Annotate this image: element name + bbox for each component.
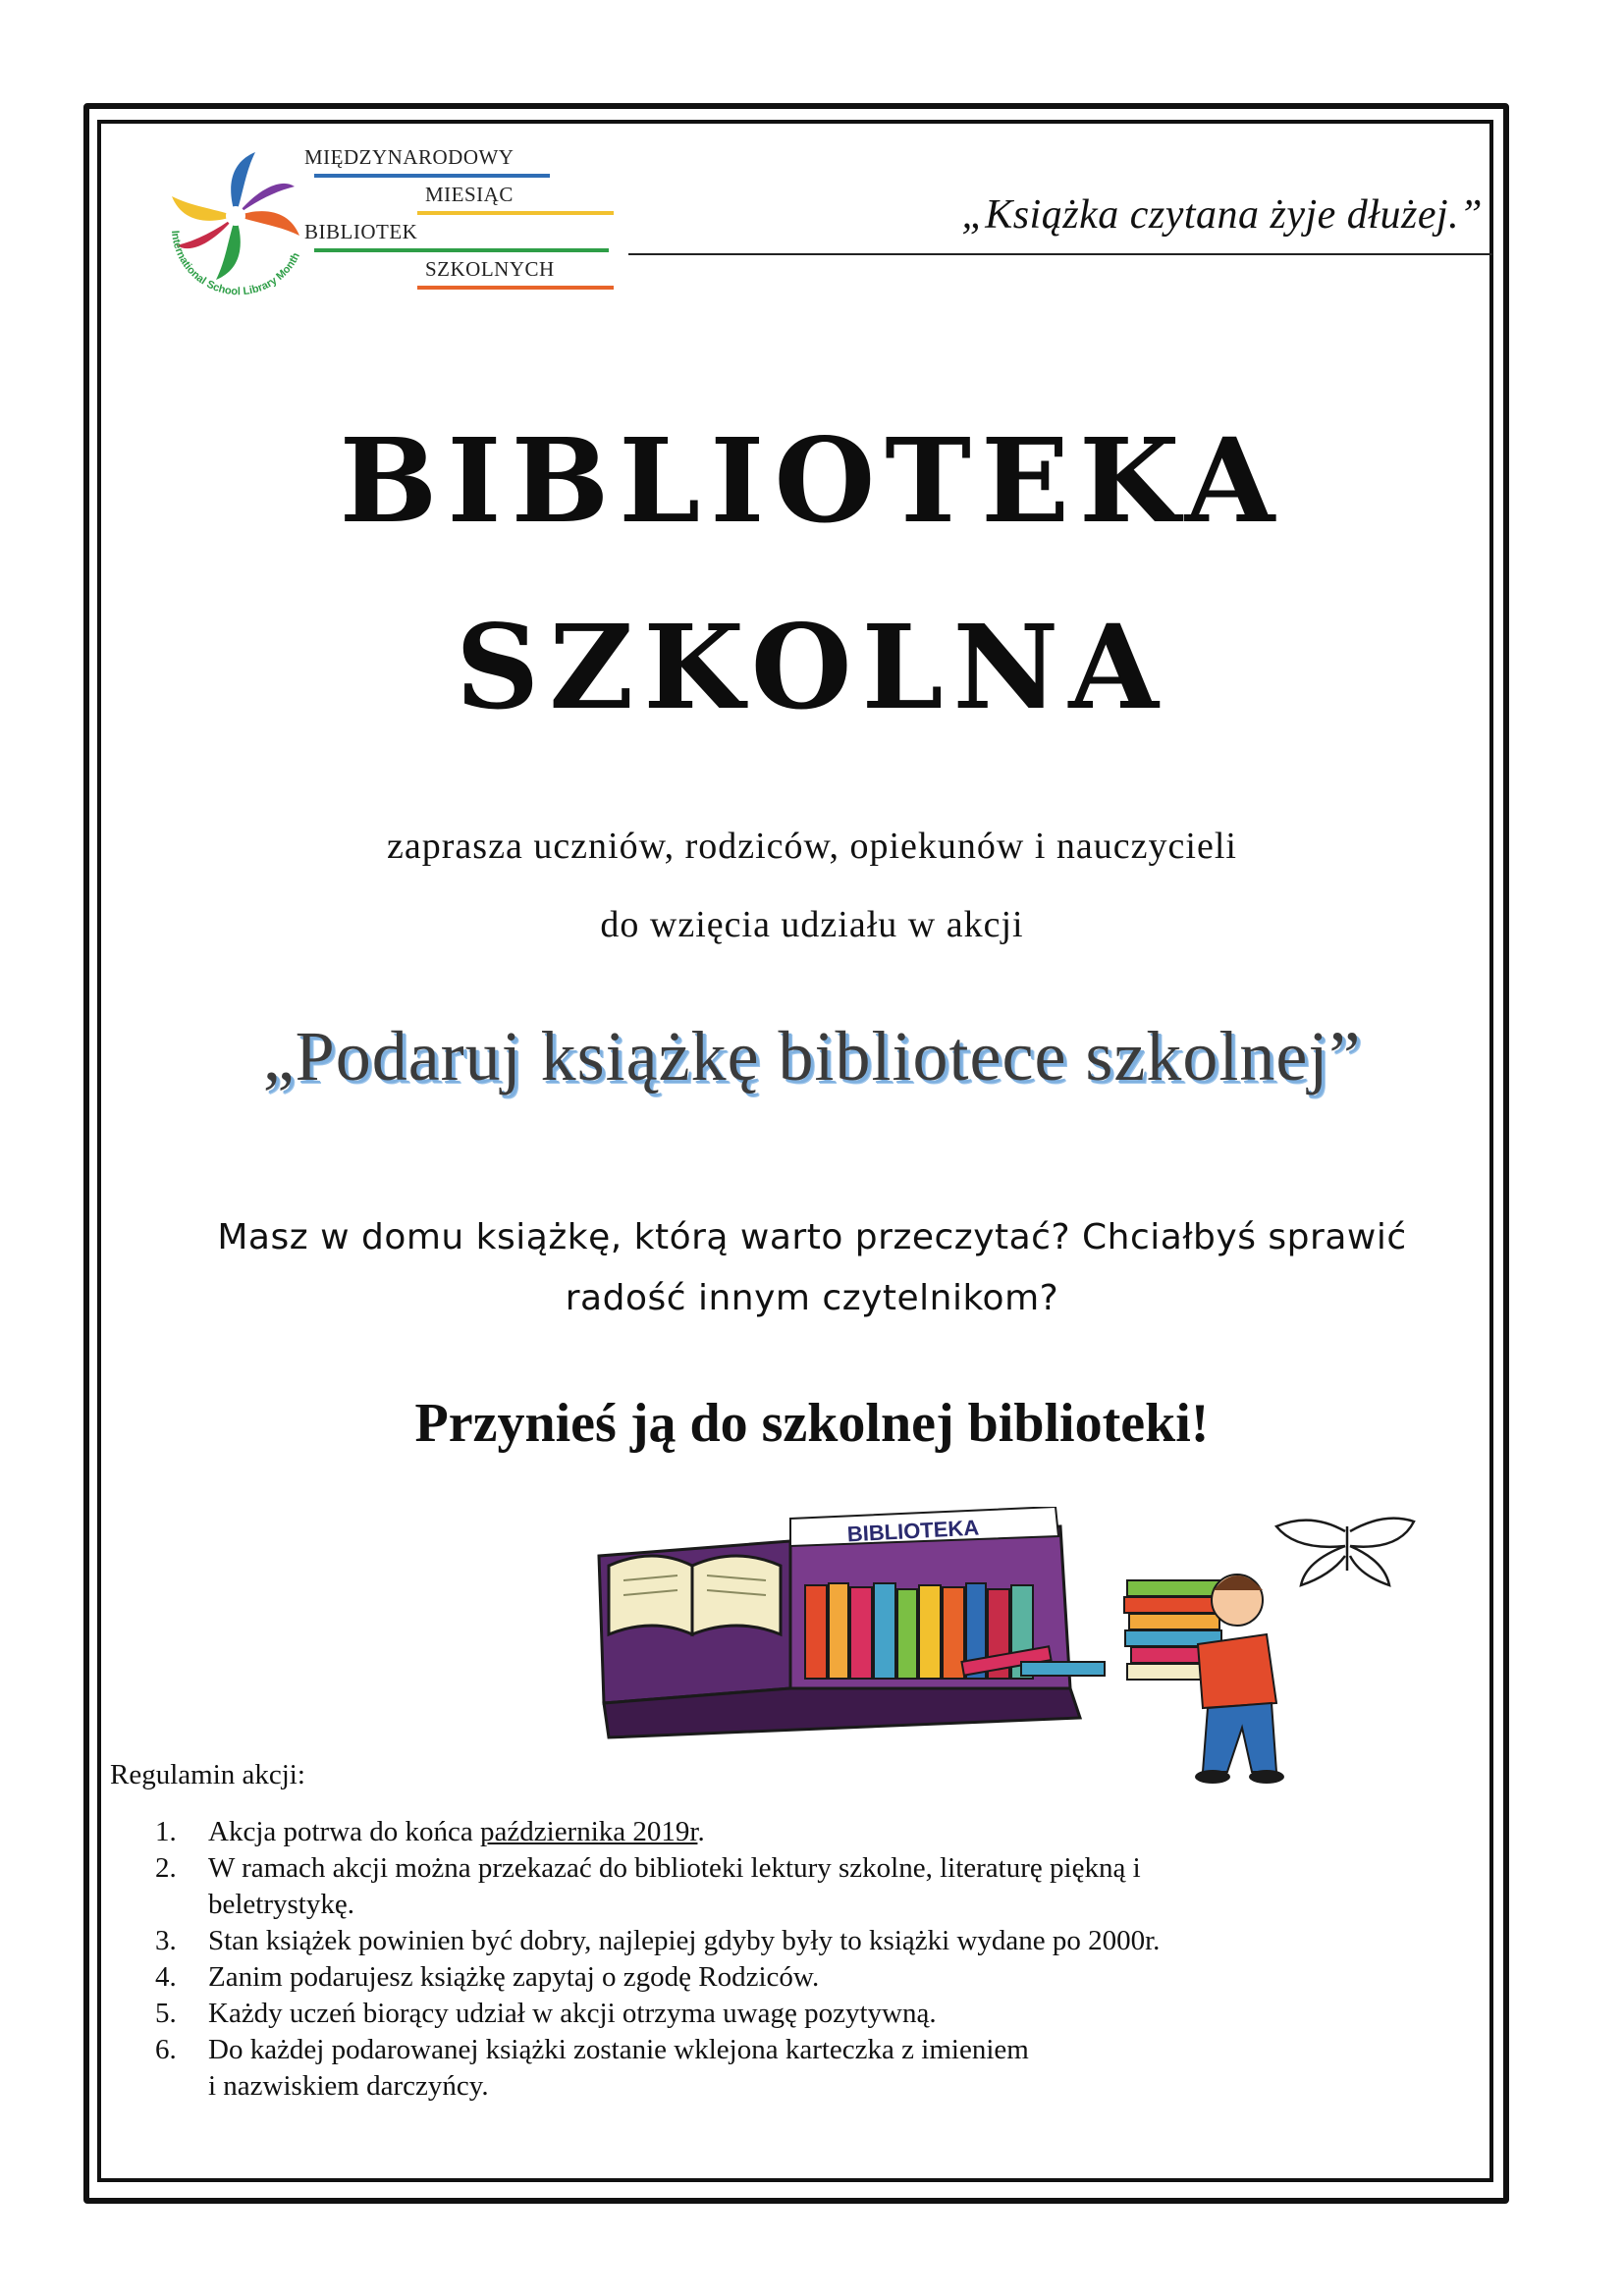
invite-line-2: do wzięcia udziału w akcji [600, 904, 1024, 945]
rules-title: Regulamin akcji: [110, 1759, 305, 1790]
rule-text-end: . [697, 1816, 705, 1847]
question-line-1: Masz w domu książkę, którą warto przeczytać? Chciałbyś sprawić [217, 1217, 1407, 1257]
rule-item [147, 1959, 1424, 1996]
sign-label: BIBLIOTEKA [846, 1515, 980, 1547]
rule-item [147, 1923, 1424, 1959]
rules-list [147, 1814, 1424, 2105]
rule-number: 3. [155, 1925, 177, 1956]
invite-line-1: zaprasza uczniów, rodziców, opiekunów i nauczycieli [387, 826, 1237, 867]
rule-number: 2. [155, 1852, 177, 1884]
logo-word-1: MIĘDZYNARODOWY [304, 145, 514, 169]
rule-number: 6. [155, 2034, 177, 2065]
question-line-2: radość innym czytelnikom? [565, 1278, 1059, 1318]
rule-item [147, 1814, 1424, 1850]
title-line-2: SZKOLNA [456, 599, 1168, 735]
logo-bar-yellow [417, 211, 614, 215]
logo-ring-text: International School Library Month [168, 230, 302, 298]
logo-word-2: MIESIĄC [425, 183, 514, 206]
bring-heading: Przynieś ją do szkolnej biblioteki! [414, 1393, 1210, 1454]
rule-number: 5. [155, 1998, 177, 2029]
library-clipart-icon [589, 1507, 1434, 1801]
rule-item [147, 1996, 1424, 2032]
motto: „Książka czytana żyje dłużej.” [961, 192, 1483, 238]
rule-text: W ramach akcji można przekazać do biblioteki lektury szkolne, literaturę piękną i beletrystykę. [208, 1852, 1141, 1920]
rule-text: Stan książek powinien być dobry, najlepiej gdyby były to książki wydane po 2000r. [208, 1925, 1161, 1956]
library-illustration [589, 1507, 1434, 1801]
rule-text: Do każdej podarowanej książki zostanie wklejona karteczka z imieniem i nazwiskiem darczyńcy. [208, 2034, 1029, 2102]
logo-bar-blue [314, 174, 550, 178]
pinwheel-logo-icon [152, 137, 319, 314]
rule-text: Akcja potrwa do końca [208, 1816, 481, 1847]
title-line-1: BIBLIOTEKA [339, 412, 1285, 549]
motto-underline [628, 253, 1492, 255]
rule-text: Każdy uczeń biorący udział w akcji otrzyma uwagę pozytywną. [208, 1998, 937, 2029]
rule-number: 4. [155, 1961, 177, 1993]
rule-text: Zanim podarujesz książkę zapytaj o zgodę Rodziców. [208, 1961, 820, 1993]
logo-bar-green [314, 248, 609, 252]
logo-word-4: SZKOLNYCH [425, 257, 555, 281]
school-library-month-logo [152, 137, 623, 314]
rule-item [147, 1850, 1424, 1923]
action-title: „Podaruj książkę bibliotece szkolnej” [262, 1017, 1362, 1095]
rule-deadline: października 2019r [480, 1816, 698, 1847]
logo-bar-orange [417, 286, 614, 290]
butterfly-icon [1276, 1519, 1414, 1585]
rule-item [147, 2032, 1424, 2105]
logo-word-3: BIBLIOTEK [304, 220, 418, 243]
rule-number: 1. [155, 1816, 177, 1847]
